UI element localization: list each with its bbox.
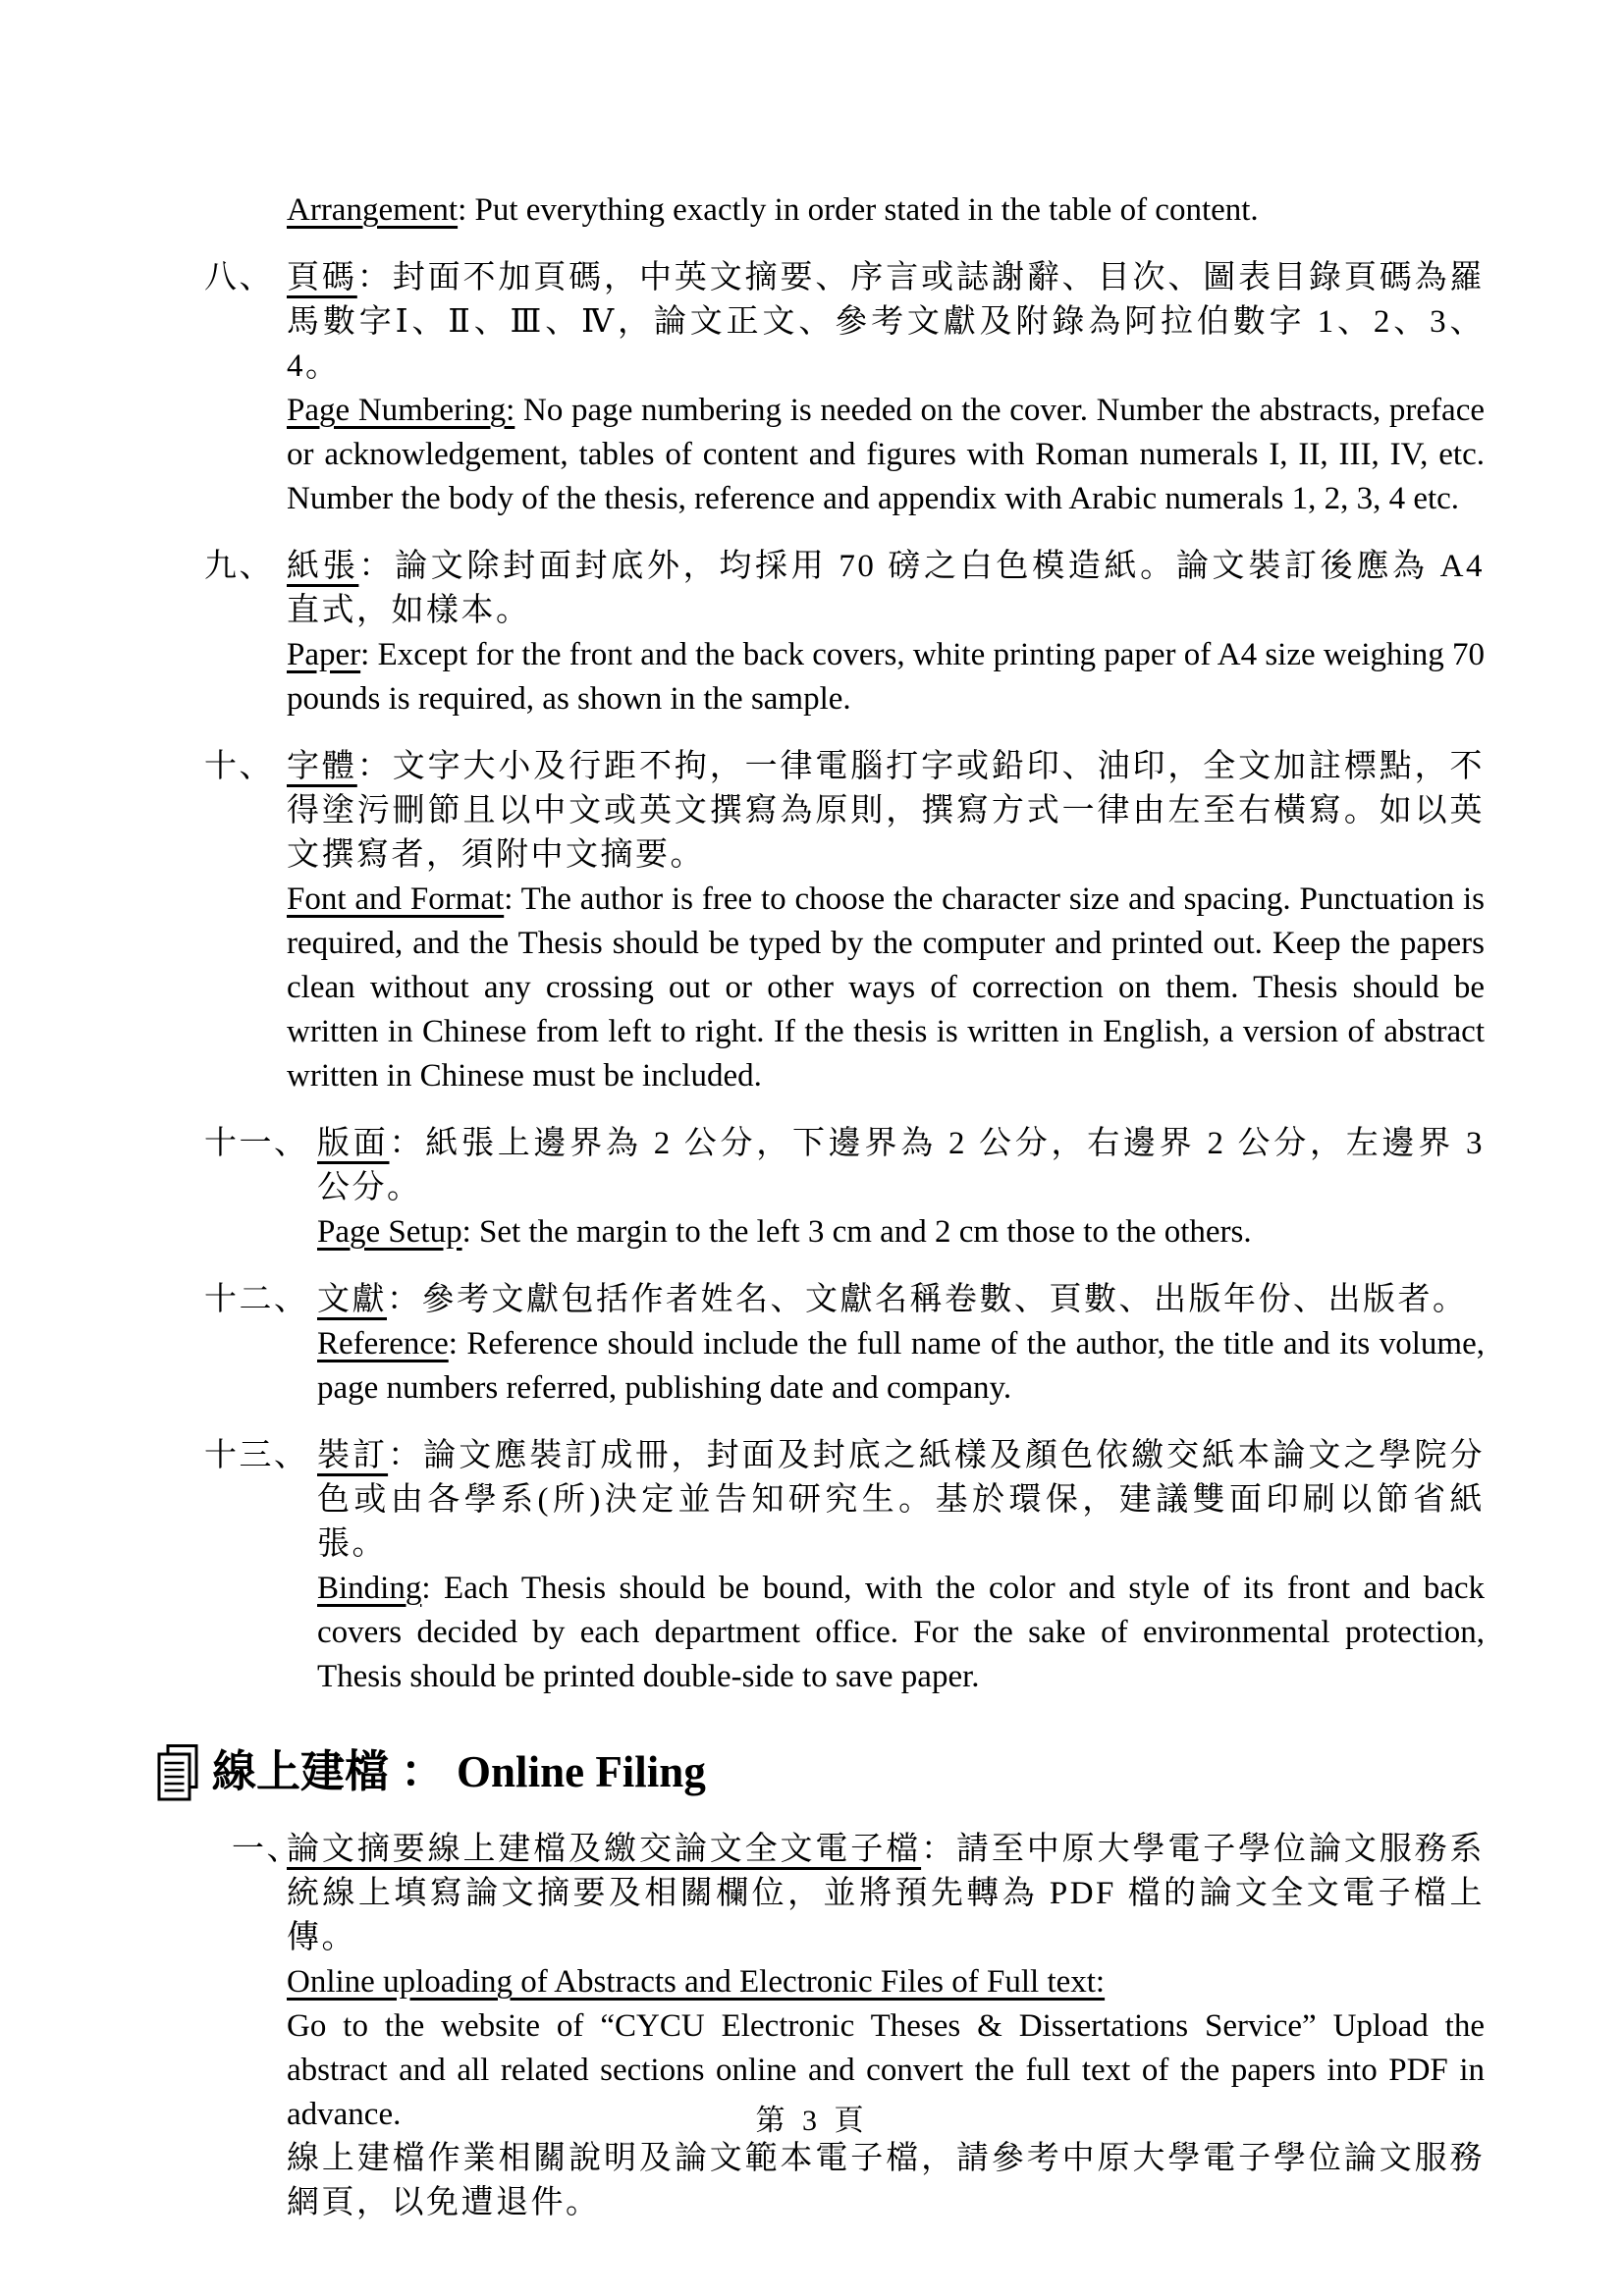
item-english-text: [317, 1322, 1485, 1411]
chinese-body: ：文字大小及行距不拘，一律電腦打字或鉛印、油印，全文加註標點，不得塗污刪節且以中文或英文撰寫為原則，撰寫方式一律由左至右橫寫。如以英文撰寫者，須附中文摘要。: [287, 749, 1486, 873]
item-chinese-text: [317, 1122, 1485, 1210]
document-stack-icon: [155, 1743, 200, 1802]
online-english-body: Go to the website of “CYCU Electronic Theses & Dissertations Service” Upload the abstract and all related sections online and convert the full text of the papers into PDF in advance.: [287, 2008, 1485, 2133]
chinese-term: 紙張: [287, 549, 359, 584]
chinese-body: ：紙張上邊界為 2 公分，下邊界為 2 公分，右邊界 2 公分，左邊界 3 公分。: [317, 1126, 1485, 1205]
item-chinese-text: [287, 745, 1485, 878]
item-chinese-text: [287, 545, 1485, 633]
section-title-separator: ：: [401, 1747, 446, 1796]
chinese-body: ：封面不加頁碼，中英文摘要、序言或誌謝辭、目次、圖表目錄頁碼為羅馬數字Ⅰ、Ⅱ、Ⅲ、Ⅳ，論文正文、參考文獻及附錄為阿拉伯數字 1、2、3、4。: [287, 260, 1486, 384]
chinese-term: 論文摘要線上建檔及繳交論文全文電子檔: [287, 1832, 922, 1868]
english-body: : Reference should include the full name of the author, the title and its volume, page numbers referred, publishing date and company.: [317, 1326, 1485, 1406]
section-header-online-filing: [155, 1740, 1485, 1804]
item-number: 十二、: [204, 1282, 309, 1317]
online-filing-item: [232, 1828, 1485, 2225]
item-chinese-text: [317, 1278, 1485, 1322]
intro-term: Arrangement: [287, 192, 459, 228]
item-number: 一、: [232, 1832, 301, 1868]
guideline-items-list: [204, 256, 1485, 1699]
online-chinese-note: 線上建檔作業相關說明及論文範本電子檔，請參考中原大學電子學位論文服務網頁，以免遭退件。: [287, 2141, 1485, 2221]
item-content: [317, 1122, 1485, 1255]
item-content: [287, 745, 1485, 1098]
item-chinese-text: [287, 256, 1485, 389]
english-body: : Set the margin to the left 3 cm and 2 cm those to the others.: [461, 1214, 1252, 1250]
chinese-term: 文獻: [317, 1282, 387, 1317]
section-title-zh: 線上建檔: [212, 1747, 390, 1796]
english-body: No page numbering is needed on the cover. Number the abstracts, preface or acknowledgement, tables of content and figures with Roman numerals I, II, III, IV, etc. Number the body of the thesis, reference and appendix with Arabic numerals 1, 2, 3, 4 etc.: [287, 393, 1485, 516]
english-term: Font and Format: [287, 881, 505, 917]
guideline-item: [204, 1434, 1485, 1699]
english-term: Page Setup: [317, 1214, 462, 1250]
online-english-heading: [287, 1960, 1485, 2004]
item-english-text: [287, 389, 1485, 521]
item-number: 八、: [204, 260, 274, 295]
chinese-term: 版面: [317, 1126, 390, 1161]
item-content: [287, 256, 1485, 521]
chinese-body: ：論文應裝訂成冊，封面及封底之紙樣及顏色依繳交紙本論文之學院分色或由各學系(所)決定並告知研究生。基於環保，建議雙面印刷以節省紙張。: [317, 1438, 1485, 1562]
item-english-text: [317, 1210, 1485, 1255]
guideline-item: [204, 1122, 1485, 1255]
online-chinese-text: [287, 1828, 1485, 1960]
english-body: : Except for the front and the back covers, white printing paper of A4 size weighing 70 pounds is required, as shown in the sample.: [287, 637, 1485, 717]
english-body: : Each Thesis should be bound, with the color and style of its front and back covers decided by each department office. For the sake of environmental protection, Thesis should be printed double-side to save paper.: [317, 1571, 1485, 1694]
item-content: [317, 1434, 1485, 1699]
chinese-term: 字體: [287, 749, 357, 784]
english-term: Online uploading of Abstracts and Electronic Files of Full text:: [287, 1964, 1106, 2001]
english-term: Page Numbering:: [287, 393, 515, 428]
english-body: : The author is free to choose the character size and spacing. Punctuation is required, and the Thesis should be typed by the computer and printed out. Keep the papers clean without any crossing out or other ways of correction on them. Thesis should be written in Chinese from left to right. If the thesis is written in English, a version of abstract written in Chinese must be included.: [287, 881, 1485, 1094]
intro-body: : Put everything exactly in order stated in the table of content.: [458, 192, 1259, 228]
guideline-item: [204, 745, 1485, 1098]
chinese-body: ：論文除封面封底外，均採用 70 磅之白色模造紙。論文裝訂後應為 A4 直式，如樣本。: [287, 549, 1485, 628]
english-term: Binding: [317, 1571, 422, 1606]
item-english-text: [287, 633, 1485, 721]
item-chinese-text: [317, 1434, 1485, 1567]
chinese-body: ：請至中原大學電子學位論文服務系統線上填寫論文摘要及相關欄位，並將預先轉為 PDF 檔的論文全文電子檔上傳。: [287, 1832, 1486, 1956]
item-number: 十、: [204, 749, 274, 784]
item-number: 九、: [204, 549, 274, 584]
item-content: [317, 1278, 1485, 1411]
guideline-item: [204, 256, 1485, 521]
chinese-body: ：參考文獻包括作者姓名、文獻名稱卷數、頁數、出版年份、出版者。: [387, 1282, 1468, 1317]
item-english-text: [287, 878, 1485, 1098]
chinese-term: 裝訂: [317, 1438, 389, 1473]
section-title-en: Online Filing: [457, 1747, 706, 1796]
intro-paragraph: [287, 188, 1485, 233]
guideline-item: [204, 545, 1485, 721]
item-number: 十一、: [204, 1126, 309, 1161]
page-number-footer: 第 3 頁: [755, 2105, 869, 2137]
item-content: [287, 1828, 1485, 2225]
english-term: Reference: [317, 1326, 449, 1362]
chinese-term: 頁碼: [287, 260, 357, 295]
item-content: [287, 545, 1485, 721]
item-number: 十三、: [204, 1438, 309, 1473]
guideline-item: [204, 1278, 1485, 1411]
item-english-text: [317, 1567, 1485, 1699]
english-term: Paper: [287, 637, 361, 672]
